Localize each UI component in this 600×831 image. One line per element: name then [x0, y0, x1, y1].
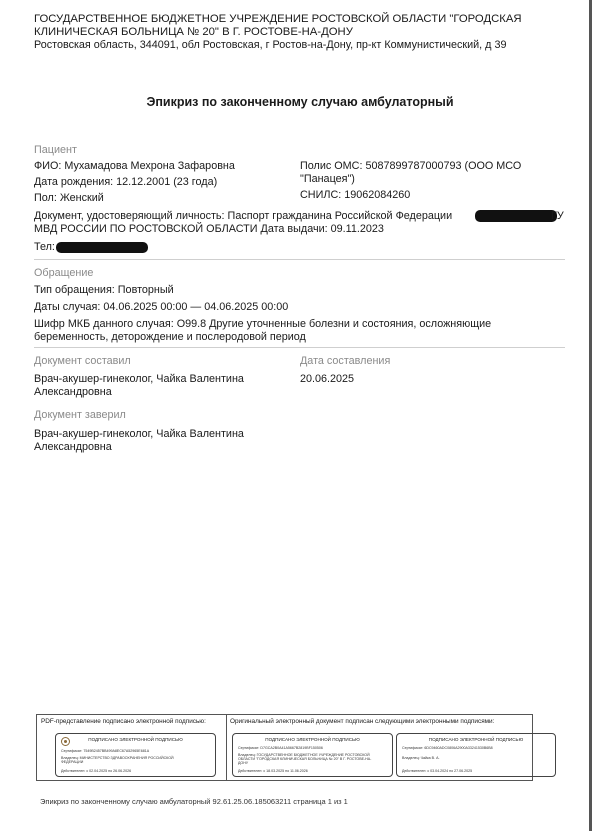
signature-stamp: [232, 733, 393, 777]
certified-by-author-line2: Александровна: [34, 441, 112, 453]
visit-icd-code-line1: Шифр МКБ данного случая: O99.8 Другие уточненные болезни и состояния, осложняющие: [34, 318, 492, 330]
stamp-owner-line2: ФЕДЕРАЦИИ: [61, 760, 84, 764]
stamp-owner-line1: Владелец: ГОСУДАРСТВЕННОЕ БЮДЖЕТНОЕ УЧРЕЖДЕНИЕ РОСТОВСКОЙ: [238, 753, 370, 757]
original-signatures-header: Оригинальный электронный документ подписан следующими электронными подписями:: [230, 718, 495, 725]
organization-header: [34, 13, 564, 52]
compiled-by-author-line2: Александровна: [34, 386, 112, 398]
stamp-validity: Действителен: с 18.03.2025 по 11.06.2026: [238, 769, 308, 773]
redaction-mark: [475, 210, 557, 222]
patient-fio: ФИО: Мухамадова Мехрона Зафаровна: [34, 160, 235, 172]
patient-oms-policy-line1: Полис ОМС: 5087899787000793 (ООО МСО: [300, 160, 522, 172]
stamp-owner-line1: Владелец: МИНИСТЕРСТВО ЗДРАВООХРАНЕНИЯ РОССИЙСКОЙ: [61, 756, 174, 760]
redaction-mark: [56, 242, 148, 253]
patient-id-document-line2: МВД РОССИИ ПО РОСТОВСКОЙ ОБЛАСТИ Дата выдачи: 09.11.2023: [34, 223, 384, 235]
visit-icd-code-line2: беременность, деторождение и послеродовой период: [34, 331, 306, 343]
patient-phone-label: Тел:: [34, 241, 55, 253]
signature-stamp: [396, 733, 556, 777]
certified-by-author-line1: Врач-акушер-гинеколог, Чайка Валентина: [34, 428, 244, 440]
patient-snils: СНИЛС: 19062084260: [300, 189, 411, 201]
org-name-line2: КЛИНИЧЕСКАЯ БОЛЬНИЦА № 20" В Г. РОСТОВЕ-НА-ДОНУ: [34, 26, 353, 38]
stamp-owner-line3: ДОНУ: [238, 761, 249, 765]
compiled-date: 20.06.2025: [300, 373, 355, 385]
stamp-validity: Действителен: с 03.04.2024 по 27.06.2025: [402, 769, 473, 773]
patient-oms-policy-line2: "Панацея"): [300, 173, 355, 185]
patient-section-label: Пациент: [34, 144, 77, 156]
pdf-signature-header: PDF-представление подписано электронной подписью:: [41, 718, 206, 725]
stamp-title: ПОДПИСАНО ЭЛЕКТРОННОЙ ПОДПИСЬЮ: [265, 737, 360, 742]
visit-type: Тип обращения: Повторный: [34, 284, 174, 296]
compiled-date-label: Дата составления: [300, 355, 391, 367]
signature-stamp: [55, 733, 216, 777]
stamp-owner-line2: ОБЛАСТИ "ГОРОДСКАЯ КЛИНИЧЕСКАЯ БОЛЬНИЦА № 20" В Г. РОСТОВЕ-НА-: [238, 757, 372, 761]
stamp-certificate: Сертификат: D7GCA2B0A41A5667B2819BF150506: [238, 746, 323, 750]
document-title: Эпикриз по законченному случаю амбулаторный: [146, 95, 454, 109]
section-divider: [34, 347, 565, 348]
org-address: Ростовская область, 344091, обл Ростовская, г Ростов-на-Дону, пр-кт Коммунистический, д 39: [34, 39, 507, 51]
stamp-owner-line1: Владелец: Чайка В. А.: [402, 756, 440, 760]
compiled-by-label: Документ составил: [34, 355, 131, 367]
patient-id-document-line1: Документ, удостоверяющий личность: Паспорт гражданина Российской Федерации: [34, 210, 453, 222]
patient-id-document-tail: ГУ: [551, 210, 564, 222]
stamp-certificate: Сертификат: 6DC9460ADC0806A2900A33241530B6B8: [402, 746, 493, 750]
signature-block: [36, 714, 533, 781]
patient-birth-date: Дата рождения: 12.12.2001 (23 года): [34, 176, 218, 188]
stamp-title: ПОДПИСАНО ЭЛЕКТРОННОЙ ПОДПИСЬЮ: [428, 737, 524, 742]
page-footer: Эпикриз по законченному случаю амбулаторный 92.61.25.06.185063211 страница 1 из 1: [40, 797, 348, 806]
visit-section-label: Обращение: [34, 267, 94, 279]
stamp-certificate: Сертификат: 7549B2457BB499A8EC67A52965E681A: [61, 749, 150, 753]
patient-sex: Пол: Женский: [34, 192, 104, 204]
compiled-by-author-line1: Врач-акушер-гинеколог, Чайка Валентина: [34, 373, 244, 385]
section-divider: [34, 259, 565, 260]
stamp-title: ПОДПИСАНО ЭЛЕКТРОННОЙ ПОДПИСЬЮ: [88, 737, 183, 742]
certified-by-label: Документ заверил: [34, 409, 126, 421]
org-name-line1: ГОСУДАРСТВЕННОЕ БЮДЖЕТНОЕ УЧРЕЖДЕНИЕ РОСТОВСКОЙ ОБЛАСТИ "ГОРОДСКАЯ: [34, 13, 522, 25]
visit-dates: Даты случая: 04.06.2025 00:00 — 04.06.2025 00:00: [34, 301, 289, 313]
stamp-validity: Действителен: с 02.04.2025 по 26.06.2026: [61, 769, 132, 773]
signature-divider: [226, 715, 227, 780]
